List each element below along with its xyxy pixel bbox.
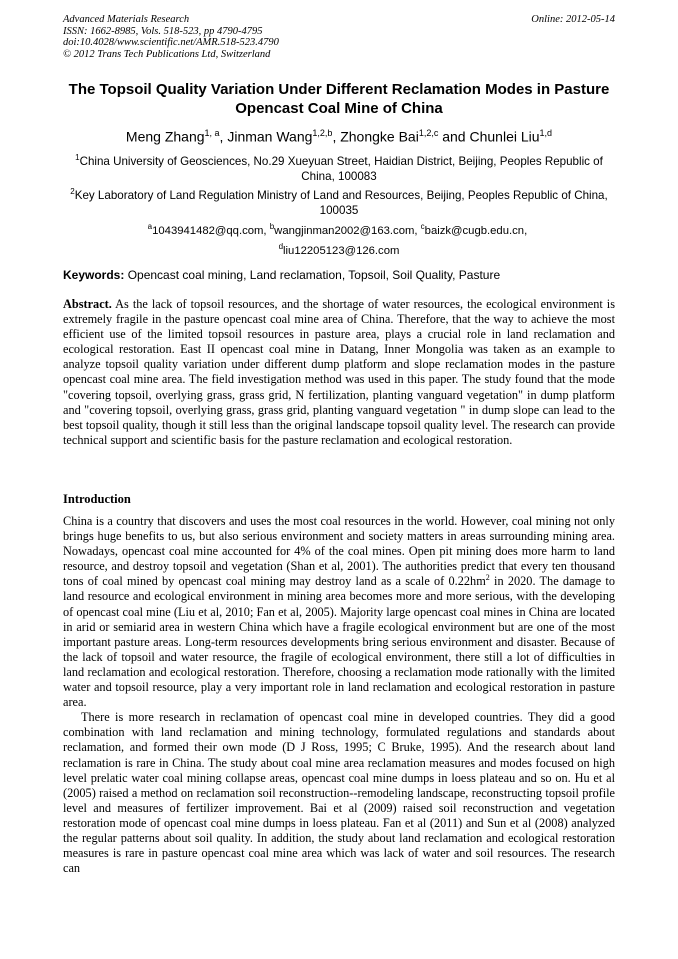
- email-mark: c: [420, 222, 425, 231]
- author-name: Meng Zhang: [125, 128, 205, 145]
- running-header: [63, 14, 615, 60]
- paragraph: [63, 514, 615, 710]
- keywords-line: [63, 268, 615, 283]
- email-address: 1043941482@qq.com,: [152, 224, 270, 237]
- author-separator: ,: [332, 128, 341, 145]
- affiliation-2: [63, 184, 615, 218]
- author-separator: ,: [219, 128, 228, 145]
- abstract: [63, 297, 615, 448]
- email-address: liu12205123@126.com: [283, 244, 400, 257]
- paragraph: There is more research in reclamation of opencast coal mine in developed countries. They did a good combination with land reclamation and mining technology, formulated regulations and standards about reclamation, and formed their own mode (D J Ross, 1995; C Bruke, 1995). And the research about land reclamation is rare in China. The study about coal mine area reclamation measures and modes focused on high level prelatic water coal mining collapse areas, opencast coal mine dumps in loess plateau and so on. Hu et al (2005) raised a method on reclamation soil reconstruction--remodeling landscape, reconstructing topsoil profile level and measures of fertilizer improvement. Bai et al (2009) raised soil reconstruction and vegetation restoration mode of opencast coal mine dumps in loess plateau. Fan et al (2011) and Sun et al (2008) analyzed the regular patterns about soil quality. In addition, the study about land reclamation and ecological restoration measures is rare in pasture opencast coal mine area which was lack of water and soil resources. The research can: [63, 710, 615, 876]
- keywords-label: Keywords:: [63, 268, 125, 282]
- author-list: [63, 124, 615, 146]
- email-address: wangjinman2002@163.com,: [274, 224, 421, 237]
- author-name: Zhongke Bai: [340, 128, 419, 145]
- issn-line: ISSN: 1662-8985, Vols. 518-523, pp 4790-4795: [63, 25, 263, 37]
- abstract-label: Abstract.: [63, 297, 112, 311]
- copyright-line: © 2012 Trans Tech Publications Ltd, Switzerland: [63, 48, 271, 60]
- affiliation-1: [63, 150, 615, 184]
- author-affiliation-mark: 1,2,c: [418, 128, 439, 138]
- author-name: Chunlei Liu: [469, 128, 540, 145]
- affiliation-mark: 1: [75, 153, 80, 162]
- keywords-text: Opencast coal mining, Land reclamation, Topsoil, Soil Quality, Pasture: [127, 268, 501, 282]
- author-emails: [63, 219, 615, 259]
- email-mark: d: [278, 241, 284, 251]
- email-address: baizk@cugb.edu.cn,: [424, 224, 531, 237]
- paper-title: The Topsoil Quality Variation Under Different Reclamation Modes in Pasture Opencast Coal Mine of China: [68, 81, 610, 117]
- author-affiliation-mark: 1, a: [204, 128, 220, 138]
- section-heading-introduction: Introduction: [63, 492, 131, 506]
- paragraph-text: in 2020. The damage to land resource and ecological environment in mining area becomes more and more serious, with the developing of opencast coal mine (Liu et al, 2010; Fan et al, 2005). Majority large opencast coal mines in China are located in arid or semiarid area in western China which have a fragile ecological environment but are one of the most important pasture areas. Long-term resources developments bring serious environment and disaster. Because of the lack of topsoil and water resource, the fragile of ecological environment, there still a lot of difficulties in land reclamation and ecological restoration. Therefore, choosing a reclamation mode rationally with the limited water and topsoil resource, play a very important role in land reclamation and ecological restoration in pasture area.: [63, 574, 615, 710]
- affiliation-text: Key Laboratory of Land Regulation Ministry of Land and Resources, Beijing, Peoples Republic of China, 100035: [74, 188, 608, 217]
- journal-name: Advanced Materials Research: [63, 14, 190, 25]
- affiliation-text: China University of Geosciences, No.29 Xueyuan Street, Haidian District, Beijing, Peoples Republic of China, 100083: [79, 154, 603, 183]
- affiliation-mark: 2: [70, 187, 75, 196]
- author-affiliation-mark: 1,2,b: [312, 128, 333, 138]
- online-date: Online: 2012-05-14: [531, 14, 615, 25]
- author-conjunction: and: [438, 128, 470, 145]
- abstract-text: As the lack of topsoil resources, and the shortage of water resources, the ecological environment is extremely fragile in the pasture opencast coal mine area of China. Therefore, that the way to achieve the most efficient use of the limited topsoil resources in pasture area, plays a crucial role in land reclamation and ecological restoration. East II opencast coal mine in Datang, Inner Mongolia was taken as an example to analyze topsoil quality variation under different dump platform and slope reclamation modes in the pasture opencast coal mine area. The field investigation method was used in this paper. The study found that the mode "covering topsoil, overlying grass, grass grid, N fertilization, planting vanguard vegetation" in dump platform and "covering topsoil, overlying grass, grass grid, planting vanguard vegetation " in dump slope can lead to the best topsoil quality, though it still less than the original landscape topsoil quality level. The research can provide technical support and scientific basis for the pasture reclamation and ecological restoration.: [63, 297, 615, 447]
- author-affiliation-mark: 1,d: [539, 128, 553, 138]
- email-mark: a: [147, 222, 153, 231]
- doi-line: doi:10.4028/www.scientific.net/AMR.518-523.4790: [63, 37, 279, 49]
- superscript: 2: [485, 573, 490, 583]
- paragraph-text: China is a country that discovers and uses the most coal resources in the world. However, coal mining not only brings huge benefits to us, but also serious environment and society matters in areas surrounding mining area. Nowadays, opencast coal mine accounted for 4% of the coal mines. Open pit mining does more harm to land resource, and destroy topsoil and vegetation (Shan et al, 2001). The authorities predict that every ten thousand tons of coal mined by opencast coal mining may destroy land as a scale of 0.22hm: [63, 514, 615, 589]
- author-name: Jinman Wang: [227, 128, 313, 145]
- email-mark: b: [269, 222, 275, 231]
- introduction-body: [63, 514, 615, 876]
